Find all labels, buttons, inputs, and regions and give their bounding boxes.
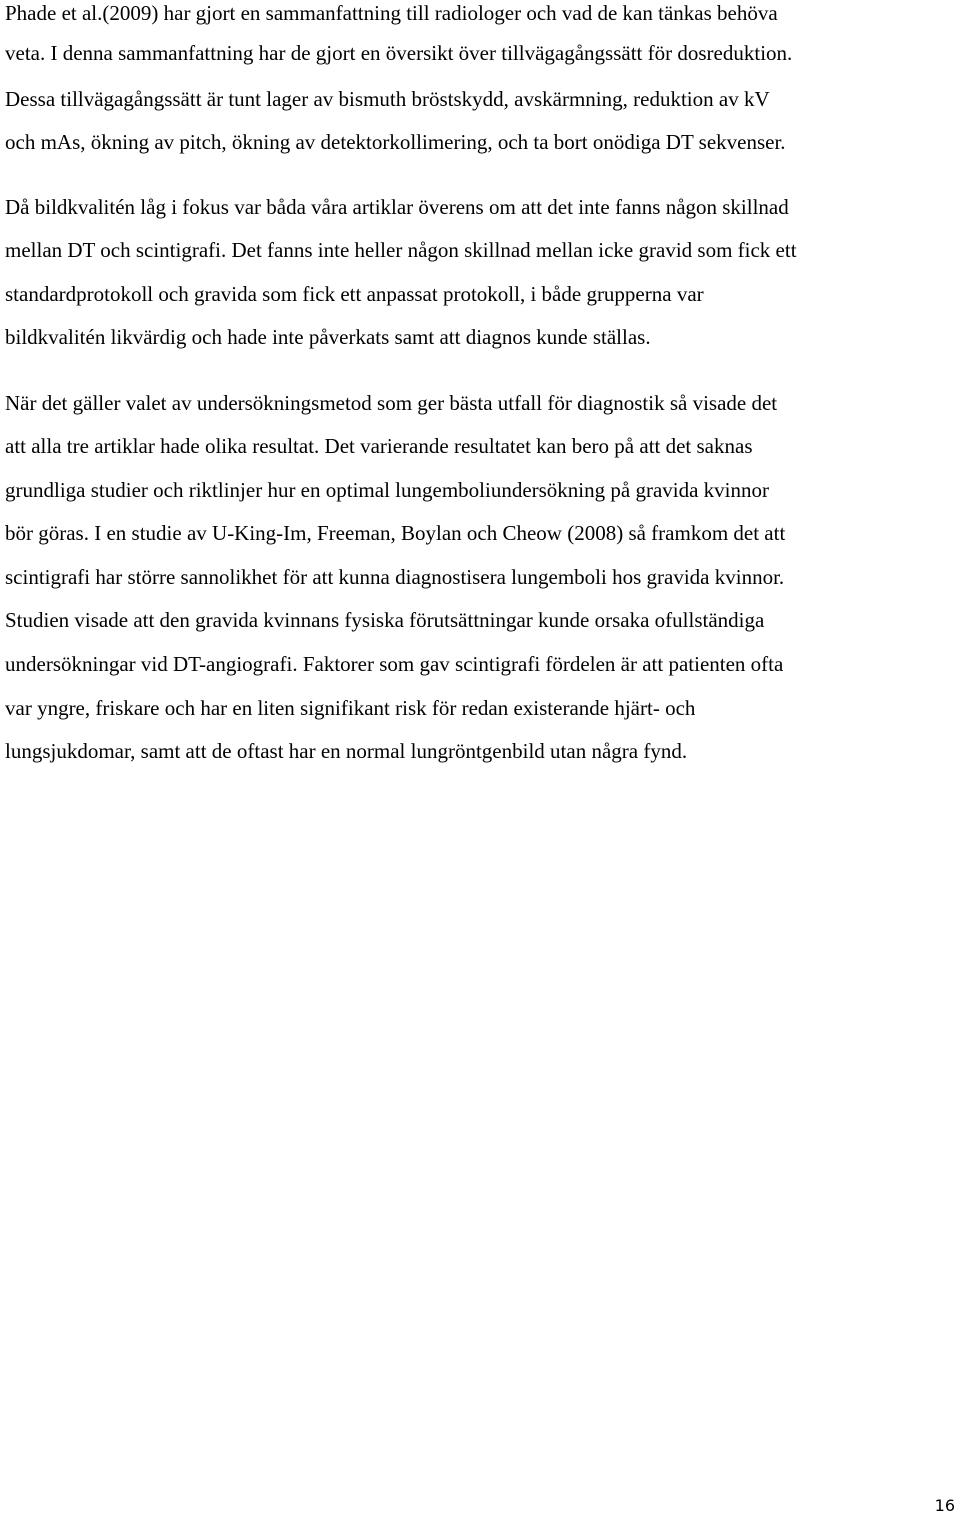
page-number: 16	[934, 1496, 955, 1515]
text-line: När det gäller valet av undersökningsmetod som ger bästa utfall för diagnostik så visade det	[5, 391, 778, 415]
text-line: mellan DT och scintigrafi. Det fanns inte heller någon skillnad mellan icke gravid som fick ett	[5, 238, 797, 262]
text-line: bildkvalitén likvärdig och hade inte påverkats samt att diagnos kunde ställas.	[5, 325, 651, 349]
text-line: undersökningar vid DT-angiografi. Faktorer som gav scintigrafi fördelen är att patienten ofta	[5, 652, 784, 676]
text-line: veta. I denna sammanfattning har de gjort en översikt över tillvägagångssätt för dosreduktion.	[5, 41, 793, 65]
text-line: att alla tre artiklar hade olika resultat. Det varierande resultatet kan bero på att det saknas	[5, 434, 753, 458]
text-line: Då bildkvalitén låg i fokus var båda våra artiklar överens om att det inte fanns någon skillnad	[5, 195, 789, 219]
text-line: var yngre, friskare och har en liten signifikant risk för redan existerande hjärt- och	[5, 696, 696, 720]
text-line: standardprotokoll och gravida som fick ett anpassat protokoll, i både grupperna var	[5, 282, 704, 306]
text-line: lungsjukdomar, samt att de oftast har en normal lungröntgenbild utan några fynd.	[5, 739, 688, 763]
text-line: Studien visade att den gravida kvinnans fysiska förutsättningar kunde orsaka ofullständiga	[5, 608, 765, 632]
text-line: bör göras. I en studie av U-King-Im, Freeman, Boylan och Cheow (2008) så framkom det att	[5, 521, 786, 545]
text-line: Phade et al.(2009) har gjort en sammanfattning till radiologer och vad de kan tänkas behöva	[5, 1, 778, 25]
text-line: Dessa tillvägagångssätt är tunt lager av bismuth bröstskydd, avskärmning, reduktion av kV	[5, 87, 770, 111]
text-line: och mAs, ökning av pitch, ökning av detektorkollimering, och ta bort onödiga DT sekvenser.	[5, 130, 786, 154]
text-line: scintigrafi har större sannolikhet för att kunna diagnostisera lungemboli hos gravida kvinnor.	[5, 565, 785, 589]
text-line: grundliga studier och riktlinjer hur en optimal lungemboliundersökning på gravida kvinnor	[5, 478, 770, 502]
